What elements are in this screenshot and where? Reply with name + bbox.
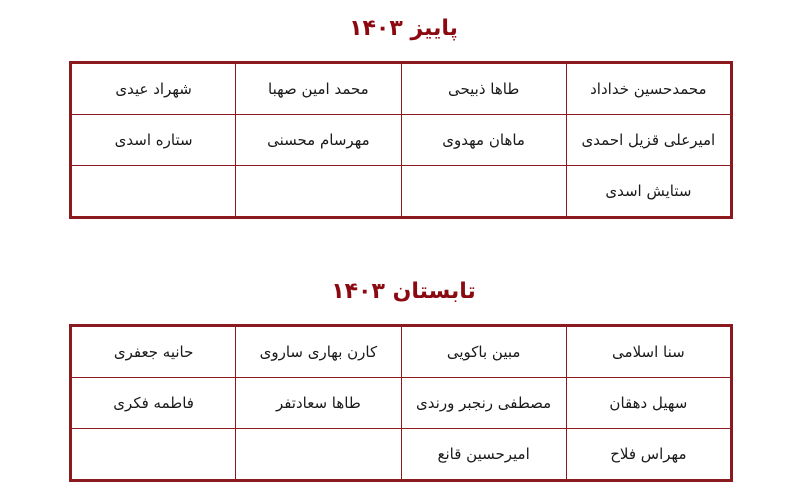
table-cell: شهراد عیدی [71,63,236,115]
table-cell [71,166,236,218]
table-cell: امیرعلی قزیل احمدی [566,115,731,166]
table-cell [71,429,236,481]
table-cell: حانیه جعفری [71,326,236,378]
section-title-autumn: پاییز ۱۴۰۳ [349,16,458,41]
table-cell: ستاره اسدی [71,115,236,166]
table-cell: طاها سعادتفر [236,378,401,429]
table-cell: فاطمه فکری [71,378,236,429]
table-cell [236,429,401,481]
table-row [71,326,732,378]
table-cell: ستایش اسدی [566,166,731,218]
table-row [71,429,732,481]
table-cell: ماهان مهدوی [401,115,566,166]
table-cell: سنا اسلامی [566,326,731,378]
section-title-summer: تابستان ۱۴۰۳ [331,279,476,304]
table-cell: طاها ذبیحی [401,63,566,115]
table-cell: سهیل دهقان [566,378,731,429]
table-cell: مهراس فلاح [566,429,731,481]
roster-table-summer [69,324,733,482]
table-row [71,166,732,218]
table-cell: محمد امین صهبا [236,63,401,115]
table-row [71,63,732,115]
table-cell [236,166,401,218]
table-cell: مبین باکویی [401,326,566,378]
roster-table-autumn [69,61,733,219]
table-cell: امیرحسین قانع [401,429,566,481]
table-cell: مصطفی رنجبر ورندی [401,378,566,429]
table-cell: کارن بهاری ساروی [236,326,401,378]
table-row [71,378,732,429]
table-cell [401,166,566,218]
table-cell: مهرسام محسنی [236,115,401,166]
table-row [71,115,732,166]
table-cell: محمدحسین خداداد [566,63,731,115]
